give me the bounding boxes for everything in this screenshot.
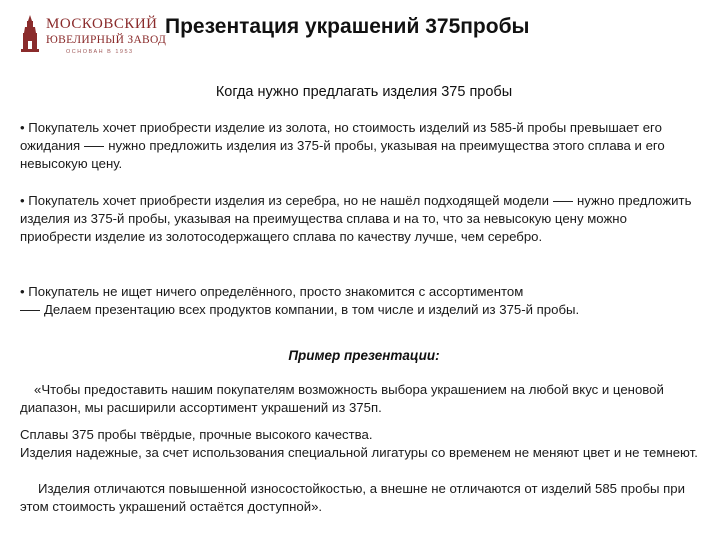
bullet-3-action: Делаем презентацию всех продуктов компании, в том числе и изделий из 375-й пробы. xyxy=(44,302,580,317)
bullet-3-condition: • Покупатель не ищет ничего определённого, просто знакомится с ассортиментом xyxy=(20,284,524,299)
bullet-paragraph-3 xyxy=(20,283,700,319)
example-paragraph-3: Изделия надежные, за счет использования специальной лигатуры со временем не меняют цвет и не темнеют. xyxy=(20,445,698,460)
dash-icon xyxy=(84,146,104,147)
example-paragraph-4: Изделия отличаются повышенной износостойкостью, а внешне не отличаются от изделий 585 пробы при этом стоимость украшений остаётся доступной». xyxy=(20,481,685,514)
section-subtitle: Когда нужно предлагать изделия 375 пробы xyxy=(215,84,513,100)
dash-icon xyxy=(553,201,573,202)
kremlin-tower-icon xyxy=(18,14,42,54)
page-title: Презентация украшений 375пробы xyxy=(165,15,530,38)
bullet-2-action: нужно предложить изделия из 375-й пробы, указывая на преимущества сплава и на то, что за невысокую цену можно приобрести изделие из золотосодержащего сплава по качеству лучше, чем серебро. xyxy=(20,193,692,244)
logo-line2: ЮВЕЛИРНЫЙ ЗАВОД xyxy=(46,34,167,46)
dash-icon xyxy=(20,310,40,311)
company-logo xyxy=(18,10,167,70)
bullet-paragraph-1 xyxy=(20,119,700,173)
bullet-1-condition: • Покупатель хочет приобрести изделие из золота, но стоимость изделий из 585-й пробы превышает его ожидания xyxy=(20,120,662,153)
example-paragraph-1: «Чтобы предоставить нашим покупателям возможность выбора украшением на любой вкус и ценовой диапазон, мы расширили ассортимент украшений из 375п. xyxy=(20,382,664,415)
example-heading: Пример презентации: xyxy=(288,348,440,363)
bullet-paragraph-2 xyxy=(20,192,700,246)
logo-line1: МОСКОВСКИЙ xyxy=(46,16,158,32)
logo-line3: ОСНОВАН В 1953 xyxy=(66,49,134,55)
example-paragraph-2: Сплавы 375 пробы твёрдые, прочные высокого качества. xyxy=(20,427,373,442)
bullet-2-condition: • Покупатель хочет приобрести изделия из серебра, но не нашёл подходящей модели xyxy=(20,193,549,208)
bullet-1-action: нужно предложить изделия из 375-й пробы, указывая на преимущества этого сплава и его невысокую цену. xyxy=(20,138,665,171)
